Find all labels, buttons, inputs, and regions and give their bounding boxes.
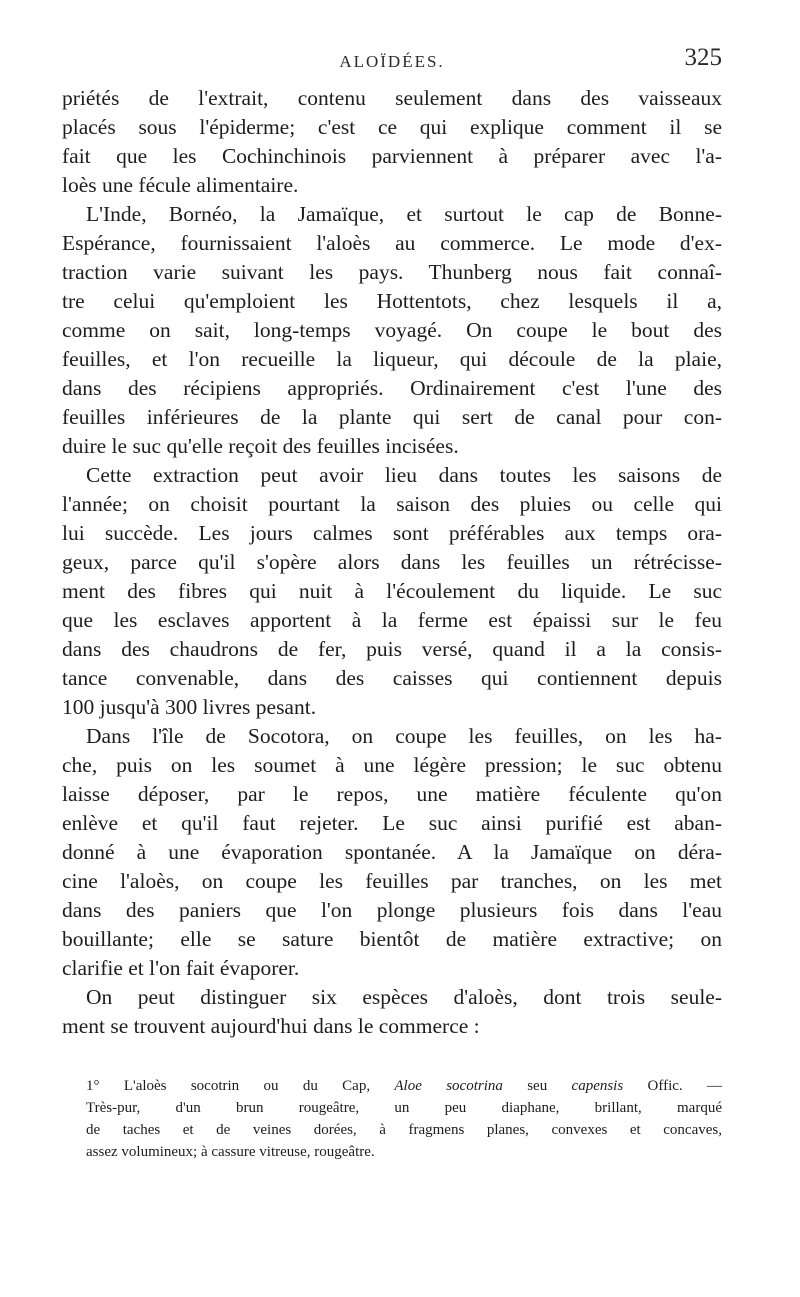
text-line: 100 jusqu'à 300 livres pesant. xyxy=(62,695,317,719)
running-head: ALOÏDÉES. xyxy=(339,52,445,71)
text-line: feuilles inférieures de la plante qui sert de canal pour con- xyxy=(62,405,722,429)
text-line: tance convenable, dans des caisses qui contiennent depuis xyxy=(62,666,722,690)
note-text: seu xyxy=(502,1078,572,1094)
text-line: Dans l'île de Socotora, on coupe les feuilles, on les ha- xyxy=(86,724,722,748)
note-line xyxy=(62,1075,722,1097)
note-latin-name: Aloe socotrina xyxy=(394,1078,503,1094)
page-header xyxy=(62,44,722,84)
text-line: laisse déposer, par le repos, une matière féculente qu'on xyxy=(62,782,722,806)
text-line: fait que les Cochinchinois parviennent à préparer avec l'a- xyxy=(62,144,722,168)
note-line: Très-pur, d'un brun rougeâtre, un peu diaphane, brillant, marqué xyxy=(86,1100,722,1116)
text-line: traction varie suivant les pays. Thunberg nous fait connaî- xyxy=(62,260,722,284)
note-text: Offic. — xyxy=(623,1078,722,1094)
note-line: assez volumineux; à cassure vitreuse, rougeâtre. xyxy=(86,1144,375,1160)
text-line: bouillante; elle se sature bientôt de matière extractive; on xyxy=(62,927,722,951)
text-line: loès une fécule alimentaire. xyxy=(62,173,299,197)
text-line: ment des fibres qui nuit à l'écoulement du liquide. Le suc xyxy=(62,579,722,603)
text-line: enlève et qu'il faut rejeter. Le suc ainsi purifié est aban- xyxy=(62,811,722,835)
body-text xyxy=(62,84,722,1041)
text-line: que les esclaves apportent à la ferme est épaissi sur le feu xyxy=(62,608,722,632)
species-note xyxy=(62,1075,722,1163)
text-line: dans des chaudrons de fer, puis versé, quand il a la consis- xyxy=(62,637,722,661)
note-latin-name: capensis xyxy=(571,1078,624,1094)
text-line: che, puis on les soumet à une légère pression; le suc obtenu xyxy=(62,753,722,777)
text-line: On peut distinguer six espèces d'aloès, dont trois seule- xyxy=(86,985,722,1009)
text-line: dans des récipiens appropriés. Ordinairement c'est l'une des xyxy=(62,376,722,400)
text-line: Cette extraction peut avoir lieu dans toutes les saisons de xyxy=(86,463,722,487)
note-text: 1° L'aloès socotrin ou du Cap, xyxy=(86,1078,395,1094)
page-number: 325 xyxy=(684,44,722,71)
text-line: L'Inde, Bornéo, la Jamaïque, et surtout le cap de Bonne- xyxy=(86,202,722,226)
text-line: placés sous l'épiderme; c'est ce qui explique comment il se xyxy=(62,115,722,139)
text-line: dans des paniers que l'on plonge plusieurs fois dans l'eau xyxy=(62,898,722,922)
text-line: geux, parce qu'il s'opère alors dans les feuilles un rétrécisse- xyxy=(62,550,722,574)
text-line: ment se trouvent aujourd'hui dans le commerce : xyxy=(62,1014,480,1038)
text-line: priétés de l'extrait, contenu seulement dans des vaisseaux xyxy=(62,86,722,110)
text-line: cine l'aloès, on coupe les feuilles par tranches, on les met xyxy=(62,869,722,893)
text-line: comme on sait, long-temps voyagé. On coupe le bout des xyxy=(62,318,722,342)
note-line: de taches et de veines dorées, à fragmens planes, convexes et concaves, xyxy=(86,1122,722,1138)
text-line: lui succède. Les jours calmes sont préférables aux temps ora- xyxy=(62,521,722,545)
text-line: clarifie et l'on fait évaporer. xyxy=(62,956,300,980)
text-line: Espérance, fournissaient l'aloès au commerce. Le mode d'ex- xyxy=(62,231,722,255)
text-line: duire le suc qu'elle reçoit des feuilles incisées. xyxy=(62,434,459,458)
text-line: l'année; on choisit pourtant la saison des pluies ou celle qui xyxy=(62,492,722,516)
text-line: tre celui qu'emploient les Hottentots, chez lesquels il a, xyxy=(62,289,722,313)
text-line: donné à une évaporation spontanée. A la Jamaïque on déra- xyxy=(62,840,722,864)
text-line: feuilles, et l'on recueille la liqueur, qui découle de la plaie, xyxy=(62,347,722,371)
